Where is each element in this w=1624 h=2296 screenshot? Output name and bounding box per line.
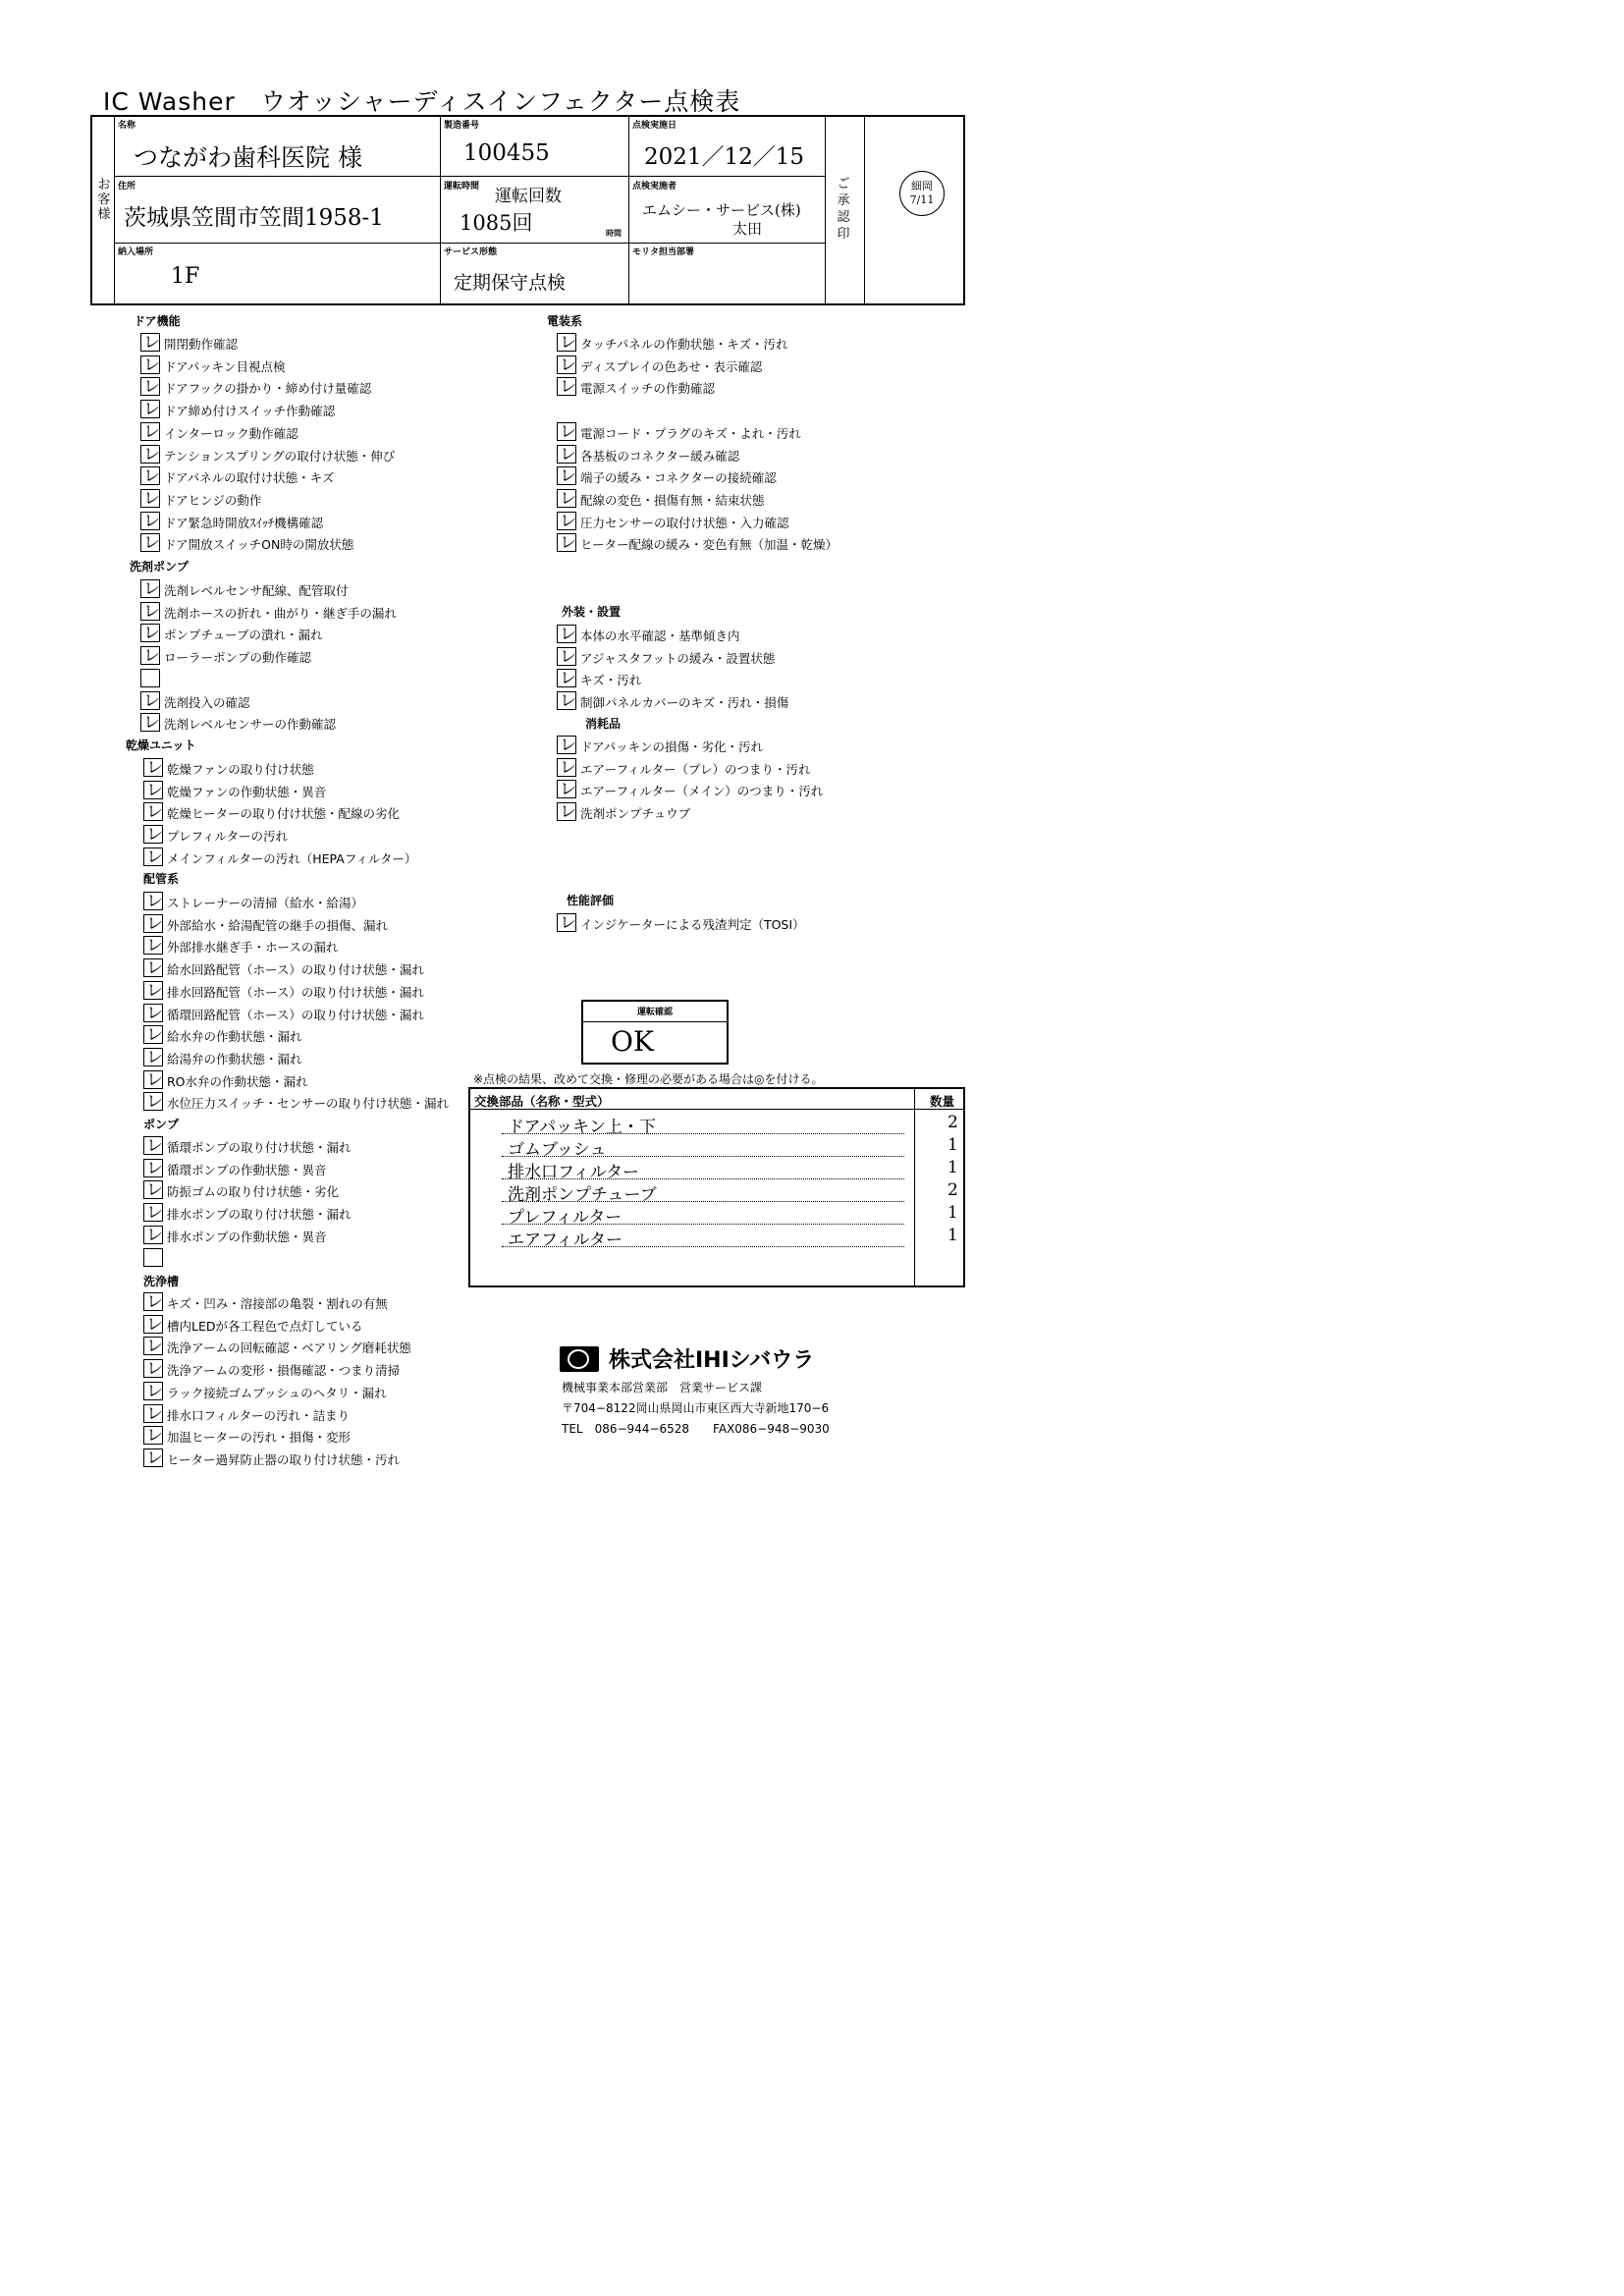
checklist-item-label: ドア緊急時開放ｽｲｯﾁ機構確認 bbox=[164, 515, 324, 530]
checkbox[interactable] bbox=[557, 533, 576, 552]
checklist-item-label: RO水弁の作動状態・漏れ bbox=[167, 1073, 308, 1089]
serial-label: 製造番号 bbox=[444, 121, 480, 131]
checkbox[interactable] bbox=[140, 602, 160, 621]
operation-check-box bbox=[581, 1000, 729, 1065]
checklist-item-label: 乾燥ファンの取り付け状態 bbox=[167, 762, 314, 777]
check-mark-icon: レ bbox=[146, 1158, 163, 1178]
checkbox[interactable] bbox=[557, 736, 576, 754]
address-value: 茨城県笠間市笠間1958-1 bbox=[124, 205, 384, 231]
part-qty: 1 bbox=[947, 1158, 958, 1177]
checklist-item-label: インターロック動作確認 bbox=[164, 425, 298, 441]
row-underline bbox=[502, 1224, 904, 1225]
checkbox[interactable] bbox=[140, 691, 160, 710]
checkbox[interactable] bbox=[143, 1426, 163, 1445]
check-mark-icon: レ bbox=[560, 736, 576, 755]
check-mark-icon: レ bbox=[143, 533, 160, 554]
checklist-item-label: 水位圧力スイッチ・センサーの取り付け状態・漏れ bbox=[167, 1096, 450, 1112]
checkbox[interactable] bbox=[143, 981, 163, 1000]
row-underline bbox=[502, 1201, 904, 1202]
row-underline bbox=[502, 1246, 904, 1247]
checklist-item-label: 排水回路配管（ホース）の取り付け状態・漏れ bbox=[167, 984, 424, 1000]
inspector-value-1: エムシー・サービス(株) bbox=[642, 201, 801, 219]
checklist-item-label: 洗剤レベルセンサーの作動確認 bbox=[164, 717, 337, 733]
check-mark-icon: レ bbox=[143, 713, 160, 734]
dept-label: モリタ担当部署 bbox=[632, 247, 695, 257]
section-title-pump: ポンプ bbox=[143, 1118, 180, 1131]
checklist-item-label: 洗剤ポンプチュウブ bbox=[580, 806, 691, 822]
checklist-item-label: ディスプレイの色あせ・表示確認 bbox=[580, 358, 763, 374]
checkbox[interactable] bbox=[557, 466, 576, 485]
checklist-item-label: 洗剤ホースの折れ・曲がり・継ぎ手の漏れ bbox=[164, 605, 397, 621]
checklist-item-label: 端子の緩み・コネクターの接続確認 bbox=[580, 470, 777, 486]
check-mark-icon: レ bbox=[143, 377, 160, 398]
checkbox[interactable] bbox=[140, 713, 160, 732]
company-logo bbox=[560, 1346, 599, 1372]
checkbox[interactable] bbox=[143, 958, 163, 977]
section-title-drying: 乾燥ユニット bbox=[126, 738, 196, 752]
checkbox[interactable] bbox=[557, 669, 576, 687]
check-mark-icon: レ bbox=[146, 1136, 163, 1156]
checkbox[interactable] bbox=[140, 333, 160, 352]
checklist-item-label: ドア開放スイッチON時の開放状態 bbox=[164, 537, 354, 553]
checkbox[interactable] bbox=[143, 1337, 163, 1355]
checkbox[interactable] bbox=[143, 936, 163, 955]
checkbox[interactable] bbox=[557, 802, 576, 821]
checkbox[interactable] bbox=[557, 422, 576, 441]
checkbox[interactable] bbox=[143, 1315, 163, 1334]
check-mark-icon: レ bbox=[146, 1180, 163, 1201]
runtime-label: 運転時間 bbox=[444, 182, 480, 191]
approval-stamp: 細岡 7/11 bbox=[899, 171, 945, 216]
checkbox[interactable] bbox=[143, 1025, 163, 1044]
checkbox[interactable] bbox=[143, 1449, 163, 1467]
check-mark-icon: レ bbox=[560, 625, 576, 644]
checkbox[interactable] bbox=[143, 1292, 163, 1311]
parts-table bbox=[468, 1087, 965, 1287]
parts-header-name: 交換部品（名称・型式） bbox=[474, 1094, 610, 1109]
check-mark-icon: レ bbox=[146, 847, 163, 867]
checkbox[interactable] bbox=[557, 355, 576, 374]
checklist-item-label: 洗剤レベルセンサ配線、配管取付 bbox=[164, 583, 349, 598]
checklist-item-label: 槽内LEDが各工程色で点灯している bbox=[167, 1318, 363, 1334]
check-mark-icon: レ bbox=[560, 355, 576, 375]
date-label: 点検実施日 bbox=[632, 121, 677, 131]
checkbox[interactable] bbox=[143, 1048, 163, 1066]
checkbox[interactable] bbox=[143, 781, 163, 799]
section-title-electrical: 電装系 bbox=[547, 314, 583, 328]
check-mark-icon: レ bbox=[560, 802, 576, 823]
checklist-item-label: インジケーターによる残渣判定（TOSI） bbox=[580, 917, 805, 932]
check-mark-icon: レ bbox=[146, 1092, 163, 1113]
checkbox[interactable] bbox=[143, 1203, 163, 1222]
check-mark-icon: レ bbox=[143, 466, 160, 487]
checklist-item-label: アジャスタフットの緩み・設置状態 bbox=[580, 650, 776, 666]
section-title-door: ドア機能 bbox=[134, 314, 181, 328]
check-mark-icon: レ bbox=[560, 466, 576, 487]
checklist-item-label: 循環ポンプの作動状態・異音 bbox=[167, 1162, 327, 1177]
check-mark-icon: レ bbox=[146, 1203, 163, 1224]
check-mark-icon: レ bbox=[146, 1292, 163, 1312]
check-mark-icon: レ bbox=[143, 488, 160, 509]
checklist-item-label: ストレーナーの清掃（給水・給湯） bbox=[167, 896, 364, 910]
check-mark-icon: レ bbox=[146, 1047, 163, 1067]
inspection-note: ※点検の結果、改めて交換・修理の必要がある場合は◎を付ける。 bbox=[473, 1072, 824, 1086]
check-mark-icon: レ bbox=[146, 758, 163, 778]
section-title-piping: 配管系 bbox=[143, 872, 180, 886]
check-mark-icon: レ bbox=[146, 1025, 163, 1046]
checklist-item-label: ドアフックの掛かり・締め付け量確認 bbox=[164, 381, 372, 397]
date-value: 2021／12／15 bbox=[644, 144, 805, 170]
check-mark-icon: レ bbox=[146, 1225, 163, 1245]
part-name: 排水口フィルター bbox=[508, 1163, 639, 1182]
checklist-item-label: プレフィルターの汚れ bbox=[167, 829, 289, 845]
address-label: 住所 bbox=[118, 182, 136, 191]
checkbox[interactable] bbox=[143, 1248, 163, 1267]
checkbox[interactable] bbox=[557, 333, 576, 352]
delivery-value: 1F bbox=[171, 264, 200, 289]
check-mark-icon: レ bbox=[146, 1003, 163, 1023]
checkbox[interactable] bbox=[557, 512, 576, 530]
checklist-item-label: 外部排水継ぎ手・ホースの漏れ bbox=[167, 940, 339, 956]
part-qty: 1 bbox=[947, 1226, 958, 1245]
table-row bbox=[470, 1180, 963, 1203]
row-underline bbox=[502, 1133, 904, 1134]
check-mark-icon: レ bbox=[143, 624, 160, 644]
checkbox[interactable] bbox=[557, 625, 576, 643]
checklist-item-label: キズ・凹み・溶接部の亀裂・割れの有無 bbox=[167, 1296, 388, 1311]
checkbox[interactable] bbox=[557, 377, 576, 396]
checklist-item-label: ポンプチューブの潰れ・漏れ bbox=[164, 628, 323, 643]
delivery-label: 納入場所 bbox=[118, 247, 154, 257]
checkbox[interactable] bbox=[140, 445, 160, 464]
check-mark-icon: レ bbox=[560, 377, 576, 398]
check-mark-icon: レ bbox=[143, 421, 160, 442]
check-mark-icon: レ bbox=[560, 646, 576, 667]
operation-check-value: OK bbox=[611, 1025, 654, 1058]
part-qty: 2 bbox=[947, 1180, 958, 1200]
check-mark-icon: レ bbox=[560, 444, 576, 465]
service-value: 定期保守点検 bbox=[454, 272, 567, 294]
checkbox[interactable] bbox=[557, 913, 576, 932]
check-mark-icon: レ bbox=[143, 690, 160, 711]
checklist-item-label: 本体の水平確認・基準傾き内 bbox=[580, 629, 740, 643]
check-mark-icon: レ bbox=[146, 1314, 163, 1335]
header-table bbox=[90, 115, 965, 305]
inspector-label: 点検実施者 bbox=[632, 182, 677, 191]
checklist-item-label: ドアパネルの取付け状態・キズ bbox=[164, 470, 335, 486]
checkbox[interactable] bbox=[140, 512, 160, 530]
runtime-unit: 時間 bbox=[606, 229, 622, 238]
checklist-item-label: 洗浄アームの回転確認・ベアリング磨耗状態 bbox=[167, 1340, 411, 1356]
checklist-item-label: ドア締め付けスイッチ作動確認 bbox=[164, 404, 336, 419]
checklist-item-label: テンションスプリングの取付け状態・伸び bbox=[164, 448, 396, 464]
checklist-item-label: ヒーター過昇防止器の取り付け状態・汚れ bbox=[167, 1451, 401, 1467]
checkbox[interactable] bbox=[140, 489, 160, 508]
checklist-item-label: 循環ポンプの取り付け状態・漏れ bbox=[167, 1140, 352, 1155]
checkbox[interactable] bbox=[143, 1180, 163, 1199]
check-mark-icon: レ bbox=[143, 646, 160, 667]
checklist-item-label: 洗剤投入の確認 bbox=[164, 694, 250, 710]
customer-side-label: お客様 bbox=[97, 178, 111, 222]
checkbox[interactable] bbox=[140, 422, 160, 441]
check-mark-icon: レ bbox=[560, 780, 576, 800]
check-mark-icon: レ bbox=[146, 1069, 163, 1090]
table-row bbox=[470, 1203, 963, 1226]
table-row bbox=[470, 1113, 963, 1135]
checkbox[interactable] bbox=[143, 1092, 163, 1111]
check-mark-icon: レ bbox=[143, 579, 160, 599]
checklist-item-label: 排水口フィルターの汚れ・詰まり bbox=[167, 1407, 351, 1423]
company-address: 〒704−8122岡山県岡山市東区西大寺新地170−6 bbox=[562, 1401, 830, 1415]
checklist-item-label: ローラーポンプの動作確認 bbox=[164, 650, 312, 666]
checkbox[interactable] bbox=[140, 579, 160, 598]
checkbox[interactable] bbox=[557, 445, 576, 464]
row-underline bbox=[502, 1156, 904, 1157]
approval-label: ご承認印 bbox=[837, 177, 850, 242]
check-mark-icon: レ bbox=[560, 421, 576, 442]
checkbox[interactable] bbox=[557, 647, 576, 666]
check-mark-icon: レ bbox=[146, 958, 163, 979]
checkbox[interactable] bbox=[143, 1136, 163, 1155]
checklist-item-label: 外部給水・給湯配管の継手の損傷、漏れ bbox=[167, 917, 389, 933]
part-name: プレフィルター bbox=[508, 1208, 623, 1228]
checklist-item-label: エアーフィルター（メイン）のつまり・汚れ bbox=[580, 784, 824, 799]
part-qty: 2 bbox=[947, 1113, 958, 1132]
checkbox[interactable] bbox=[143, 1404, 163, 1423]
section-title-consumables: 消耗品 bbox=[585, 717, 622, 731]
check-mark-icon: レ bbox=[146, 825, 163, 846]
runtime-value: 1085回 bbox=[460, 211, 533, 235]
checkbox[interactable] bbox=[140, 377, 160, 396]
check-mark-icon: レ bbox=[560, 488, 576, 509]
check-mark-icon: レ bbox=[146, 780, 163, 800]
part-qty: 1 bbox=[947, 1135, 958, 1155]
checkbox[interactable] bbox=[143, 1070, 163, 1089]
checkbox[interactable] bbox=[143, 1159, 163, 1177]
checklist-item-label: ラック接続ゴムブッシュのヘタリ・漏れ bbox=[167, 1385, 387, 1400]
check-mark-icon: レ bbox=[560, 691, 576, 712]
checkbox[interactable] bbox=[143, 802, 163, 821]
checklist-item-label: 圧力センサーの取付け状態・入力確認 bbox=[580, 515, 789, 530]
check-mark-icon: レ bbox=[560, 533, 576, 554]
check-mark-icon: レ bbox=[143, 444, 160, 465]
part-name: 洗剤ポンプチューブ bbox=[508, 1185, 657, 1205]
checklist-item-label: ドアパッキンの損傷・劣化・汚れ bbox=[580, 739, 764, 754]
service-label: サービス形態 bbox=[444, 247, 498, 257]
checkbox[interactable] bbox=[557, 780, 576, 798]
check-mark-icon: レ bbox=[143, 511, 160, 531]
check-mark-icon: レ bbox=[146, 802, 163, 823]
parts-header-qty: 数量 bbox=[930, 1094, 955, 1109]
section-title-detergent: 洗剤ポンプ bbox=[130, 560, 189, 574]
checklist-item-label: 各基板のコネクター緩み確認 bbox=[580, 448, 740, 464]
table-row bbox=[470, 1135, 963, 1158]
checklist-item-label: 電源コード・プラグのキズ・よれ・汚れ bbox=[580, 425, 801, 441]
checkbox[interactable] bbox=[143, 892, 163, 910]
checkbox[interactable] bbox=[140, 646, 160, 665]
check-mark-icon: レ bbox=[143, 601, 160, 622]
checkbox[interactable] bbox=[557, 758, 576, 777]
checkbox[interactable] bbox=[143, 1004, 163, 1022]
checklist-item-label: 給水弁の作動状態・漏れ bbox=[167, 1029, 302, 1045]
checkbox[interactable] bbox=[140, 400, 160, 418]
check-mark-icon: レ bbox=[146, 1448, 163, 1468]
name-value: つながわ歯科医院 様 bbox=[134, 143, 362, 172]
check-mark-icon: レ bbox=[146, 936, 163, 957]
checklist-item-label: 乾燥ファンの作動状態・異音 bbox=[167, 784, 327, 799]
checklist-item-label: 加温ヒーターの汚れ・損傷・変形 bbox=[167, 1430, 352, 1446]
checklist-item-label: ヒーター配線の緩み・変色有無（加温・乾燥） bbox=[580, 537, 839, 553]
check-mark-icon: レ bbox=[146, 1359, 163, 1380]
check-mark-icon: レ bbox=[143, 400, 160, 420]
checklist-item-label: キズ・汚れ bbox=[580, 673, 642, 688]
company-name: 株式会社IHIシバウラ bbox=[609, 1348, 815, 1373]
checklist-item-label: 防振ゴムの取り付け状態・劣化 bbox=[167, 1184, 340, 1200]
table-row bbox=[470, 1226, 963, 1248]
checkbox[interactable] bbox=[140, 624, 160, 642]
checklist-item-label: 給湯弁の作動状態・漏れ bbox=[167, 1051, 302, 1066]
serial-value: 100455 bbox=[463, 140, 550, 166]
checklist-item-label: 洗浄アームの変形・損傷確認・つまり清掃 bbox=[167, 1363, 401, 1379]
checkbox[interactable] bbox=[557, 691, 576, 710]
section-title-performance: 性能評価 bbox=[567, 894, 615, 907]
checklist-item-label: 乾燥ヒーターの取り付け状態・配線の劣化 bbox=[167, 806, 401, 822]
checklist-item-label: ドアパッキン目視点検 bbox=[164, 358, 286, 374]
check-mark-icon: レ bbox=[560, 511, 576, 531]
check-mark-icon: レ bbox=[560, 757, 576, 778]
check-mark-icon: レ bbox=[146, 1403, 163, 1424]
checkbox[interactable] bbox=[143, 1359, 163, 1378]
part-name: エアフィルター bbox=[508, 1230, 623, 1250]
checklist-item-label: 循環回路配管（ホース）の取り付け状態・漏れ bbox=[167, 1007, 424, 1022]
check-mark-icon: レ bbox=[146, 1381, 163, 1401]
checklist-item-label: メインフィルターの汚れ（HEPAフィルター） bbox=[167, 850, 417, 866]
row-underline bbox=[502, 1178, 904, 1179]
check-mark-icon: レ bbox=[143, 333, 160, 353]
checkbox[interactable] bbox=[143, 758, 163, 777]
checkbox[interactable] bbox=[143, 914, 163, 933]
check-mark-icon: レ bbox=[560, 913, 576, 933]
check-mark-icon: レ bbox=[146, 892, 163, 911]
check-mark-icon: レ bbox=[143, 355, 160, 375]
checklist-item-label: 配線の変色・損傷有無・結束状態 bbox=[580, 492, 765, 508]
checklist-item-label: 電源スイッチの作動確認 bbox=[580, 381, 716, 397]
checkbox[interactable] bbox=[143, 847, 163, 866]
checkbox[interactable] bbox=[140, 355, 160, 374]
check-mark-icon: レ bbox=[560, 669, 576, 689]
check-mark-icon: レ bbox=[146, 913, 163, 934]
checkbox[interactable] bbox=[143, 1226, 163, 1244]
check-mark-icon: レ bbox=[146, 1426, 163, 1447]
part-name: ゴムブッシュ bbox=[508, 1140, 607, 1160]
operation-check-label: 運転確認 bbox=[636, 1008, 673, 1017]
checkbox[interactable] bbox=[143, 825, 163, 844]
inspector-value-2: 太田 bbox=[732, 220, 763, 238]
name-label: 名称 bbox=[118, 121, 136, 131]
checklist-item-label: 給水回路配管（ホース）の取り付け状態・漏れ bbox=[167, 962, 424, 978]
check-mark-icon: レ bbox=[146, 1337, 163, 1357]
checklist-item-label: 排水ポンプの取り付け状態・漏れ bbox=[167, 1207, 352, 1223]
checklist-item-label: 排水ポンプの作動状態・異音 bbox=[167, 1229, 327, 1244]
company-dept: 機械事業本部営業部 営業サービス課 bbox=[562, 1381, 763, 1394]
part-name: ドアパッキン上・下 bbox=[508, 1118, 656, 1137]
checkbox[interactable] bbox=[557, 489, 576, 508]
checklist-item-label: 制御パネルカバーのキズ・汚れ・損傷 bbox=[580, 695, 789, 711]
checkbox[interactable] bbox=[140, 533, 160, 552]
check-mark-icon: レ bbox=[560, 333, 576, 353]
table-row bbox=[470, 1158, 963, 1180]
company-tel: TEL 086−944−6528 FAX086−948−9030 bbox=[562, 1422, 830, 1436]
page-title: IC Washer ウオッシャーディスインフェクター点検表 bbox=[103, 87, 741, 116]
checklist-item-label: タッチパネルの作動状態・キズ・汚れ bbox=[580, 337, 788, 352]
checklist-item-label: ドアヒンジの動作 bbox=[164, 492, 262, 508]
part-qty: 1 bbox=[947, 1203, 958, 1223]
checkbox[interactable] bbox=[143, 1382, 163, 1400]
checkbox[interactable] bbox=[140, 669, 160, 687]
check-mark-icon: レ bbox=[146, 980, 163, 1001]
checklist-item-label: エアーフィルター（プレ）のつまり・汚れ bbox=[580, 761, 811, 777]
checklist-item-label: 開閉動作確認 bbox=[164, 337, 239, 352]
section-title-tank: 洗浄槽 bbox=[143, 1275, 180, 1288]
runtime-note: 運転回数 bbox=[495, 187, 562, 206]
section-title-exterior: 外装・設置 bbox=[562, 605, 622, 619]
checkbox[interactable] bbox=[140, 466, 160, 485]
